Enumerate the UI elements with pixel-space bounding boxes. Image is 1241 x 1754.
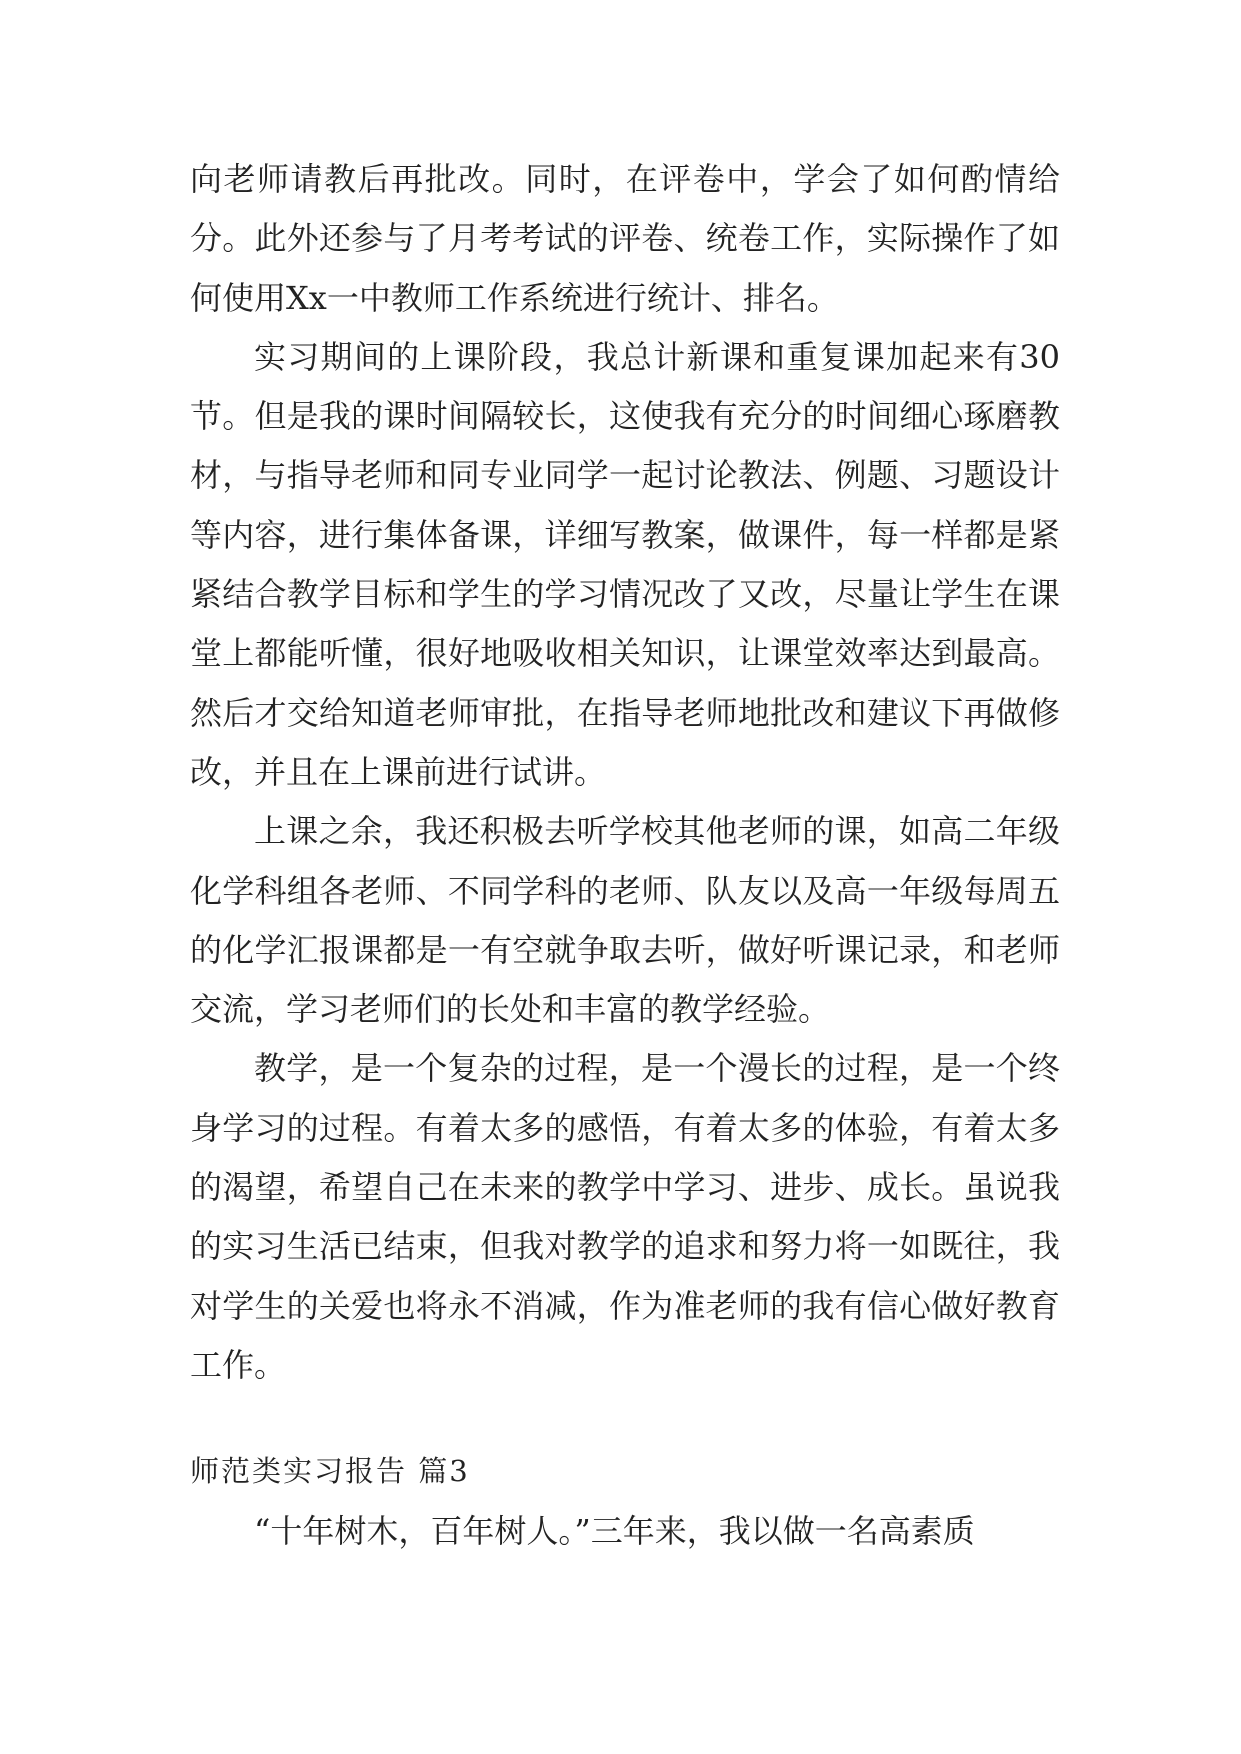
section-title: 师范类实习报告 篇3 bbox=[190, 1454, 470, 1489]
paragraph-4: 教学，是一个复杂的过程，是一个漫长的过程，是一个终身学习的过程。有着太多的感悟，有着太多的体验，有着太多的渴望，希望自己在未来的教学中学习、进步、成长。虽说我的实习生活已结束，但我对教学的追求和努力将一如既往，我对学生的关爱也将永不消减，作为准老师的我有信心做好教育工作。 bbox=[190, 1049, 1060, 1384]
paragraph-2: 实习期间的上课阶段，我总计新课和重复课加起来有30节。但是我的课时间隔较长，这使我有充分的时间细心琢磨教材，与指导老师和同专业同学一起讨论教法、例题、习题设计等内容，进行集体备课，详细写教案，做课件，每一样都是紧紧结合教学目标和学生的学习情况改了又改，尽量让学生在课堂上都能听懂，很好地吸收相关知识，让课堂效率达到最高。然后才交给知道老师审批，在指导老师地批改和建议下再做修改，并且在上课前进行试讲。 bbox=[190, 337, 1060, 791]
paragraph-3: 上课之余，我还积极去听学校其他老师的课，如高二年级化学科组各老师、不同学科的老师、队友以及高一年级每周五的化学汇报课都是一有空就争取去听，做好听课记录，和老师交流，学习老师们的长处和丰富的教学经验。 bbox=[190, 812, 1060, 1029]
paragraph-1: 向老师请教后再批改。同时，在评卷中，学会了如何酌情给分。此外还参与了月考考试的评卷、统卷工作，实际操作了如何使用Xx一中教师工作系统进行统计、排名。 bbox=[190, 160, 1060, 317]
closing-paragraph: “十年树木，百年树人。”三年来，我以做一名高素质 bbox=[254, 1511, 975, 1550]
document-body bbox=[190, 150, 1060, 1561]
